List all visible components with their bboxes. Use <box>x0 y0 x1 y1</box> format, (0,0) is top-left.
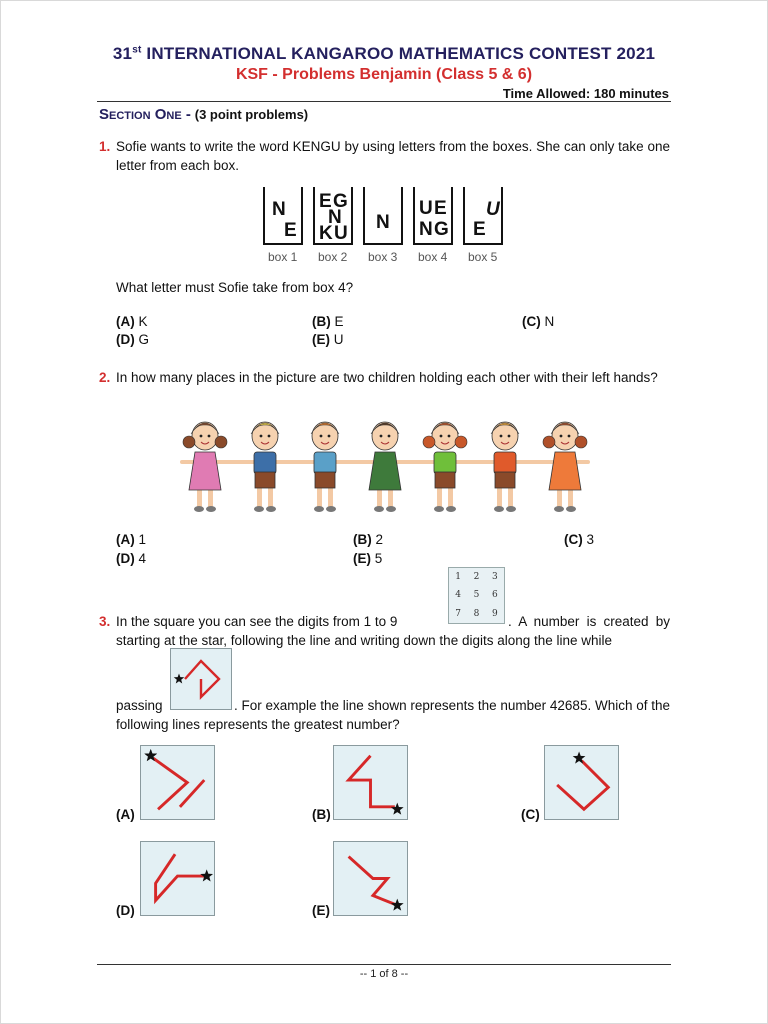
path-line <box>156 854 207 900</box>
child-figure <box>543 422 587 512</box>
star-icon <box>391 899 404 911</box>
box-5-caption: box 5 <box>468 250 498 264</box>
q1-number: 1. <box>99 139 111 154</box>
path-line <box>349 756 395 807</box>
q3-option-d[interactable]: (D) <box>116 903 135 918</box>
q3-number: 3. <box>99 614 111 629</box>
path-line <box>185 661 219 697</box>
box-1-caption: box 1 <box>268 250 298 264</box>
star-icon <box>391 803 404 815</box>
child-figure <box>491 422 519 512</box>
q1-option-c[interactable]: (C) N <box>522 314 555 329</box>
q2-option-c[interactable]: (C) 3 <box>564 532 595 547</box>
q3-option-e[interactable]: (E) <box>312 903 330 918</box>
q3-text-d: . For example the line shown represents the number 42685. Which of the following lines represents the greatest number? <box>116 698 670 732</box>
box-1: N E <box>263 187 303 245</box>
header-rule <box>97 101 671 102</box>
q2-text: In how many places in the picture are two children holding each other with their left hands? <box>116 370 658 385</box>
child-figure <box>251 422 279 512</box>
box-3: N <box>363 187 403 245</box>
star-icon <box>200 869 213 881</box>
q1-option-b[interactable]: (B) E <box>312 314 344 329</box>
q3-option-b[interactable]: (B) <box>312 807 331 822</box>
q3-option-e-figure[interactable] <box>333 841 408 916</box>
q3-text-c: passing <box>116 698 163 713</box>
box-4-caption: box 4 <box>418 250 448 264</box>
section-heading: Section One - (3 point problems) <box>99 106 309 123</box>
q1-option-d[interactable]: (D) G <box>116 332 150 347</box>
page-number: -- 1 of 8 -- <box>359 968 409 980</box>
q1-option-a[interactable]: (A) K <box>116 314 148 329</box>
q3-option-a-figure[interactable] <box>140 745 215 820</box>
box-2: E G N K U <box>313 187 353 245</box>
q3-text-a: In the square you can see the digits from 1 to 9 <box>116 614 398 629</box>
child-figure <box>311 422 339 512</box>
q2-option-d[interactable]: (D) 4 <box>116 551 147 566</box>
q3-option-b-figure[interactable] <box>333 745 408 820</box>
child-figure <box>423 422 467 512</box>
child-figure <box>183 422 227 512</box>
child-figure <box>369 422 401 512</box>
box-2-caption: box 2 <box>318 250 348 264</box>
contest-title: 31st INTERNATIONAL KANGAROO MATHEMATICS CONTEST 2021 <box>112 44 656 63</box>
q2-option-a[interactable]: (A) 1 <box>116 532 147 547</box>
q2-option-b[interactable]: (B) 2 <box>353 532 384 547</box>
footer-rule <box>97 964 671 965</box>
path-line <box>349 857 398 906</box>
q3-option-c-figure[interactable] <box>544 745 619 820</box>
q1-option-e[interactable]: (E) U <box>312 332 344 347</box>
path-line <box>153 758 187 809</box>
q3-option-a[interactable]: (A) <box>116 807 135 822</box>
box-4: U E N G <box>413 187 453 245</box>
digit-grid: 1 2 3 4 5 6 7 8 9 <box>448 567 505 624</box>
children-holding-hands-illustration <box>170 412 600 516</box>
star-icon <box>174 674 184 684</box>
q1-text: Sofie wants to write the word KENGU by using letters from the boxes. She can only take one letter from each box. <box>116 139 670 173</box>
q3-text-b: . A number is created by starting at the star, following the line and writing down the digits along the line while <box>116 614 670 648</box>
path-line <box>557 761 608 810</box>
q3-option-d-figure[interactable] <box>140 841 215 916</box>
time-allowed: Time Allowed: 180 minutes <box>502 86 669 101</box>
contest-subtitle: KSF - Problems Benjamin (Class 5 & 6) <box>235 66 533 83</box>
q3-option-c[interactable]: (C) <box>521 807 540 822</box>
q2-option-e[interactable]: (E) 5 <box>353 551 383 566</box>
box-5: U E <box>463 187 503 245</box>
q2-number: 2. <box>99 370 111 385</box>
box-3-caption: box 3 <box>368 250 398 264</box>
q1-question: What letter must Sofie take from box 4? <box>116 280 354 295</box>
